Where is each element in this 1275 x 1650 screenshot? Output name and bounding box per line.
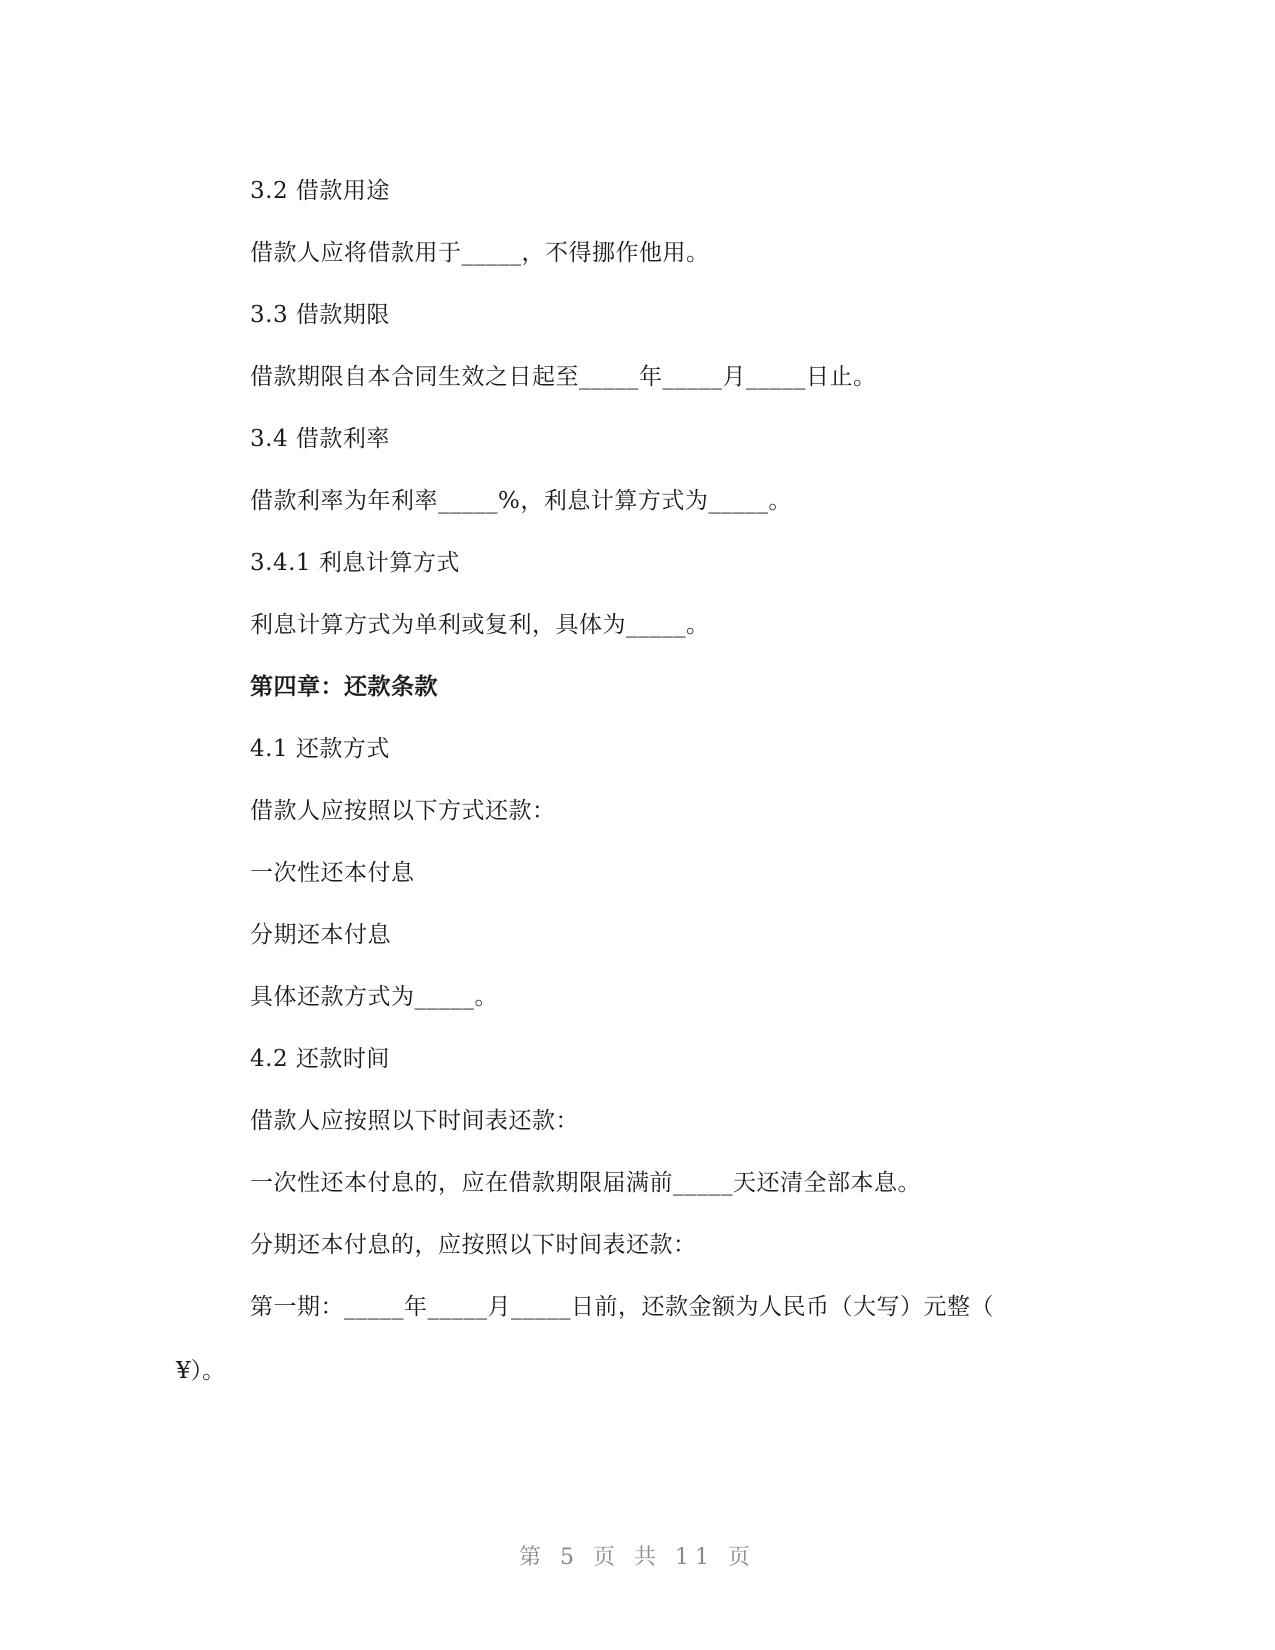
chapter-heading-4: 第四章：还款条款	[250, 674, 438, 700]
repayment-option-lump-sum: 一次性还本付息	[250, 860, 415, 886]
paragraph-loan-term: 借款期限自本合同生效之日起至_____年_____月_____日止。	[250, 364, 877, 390]
paragraph-repayment-intro: 借款人应按照以下方式还款：	[250, 798, 556, 824]
paragraph-first-installment-continuation: ¥）。	[176, 1358, 226, 1384]
section-heading-4-2: 4.2 还款时间	[250, 1046, 390, 1072]
paragraph-schedule-intro: 借款人应按照以下时间表还款：	[250, 1108, 579, 1134]
repayment-option-installment: 分期还本付息	[250, 922, 391, 948]
paragraph-interest-method: 利息计算方式为单利或复利，具体为_____。	[250, 612, 710, 638]
paragraph-first-installment: 第一期：_____年_____月_____日前，还款金额为人民币（大写）元整（	[250, 1294, 994, 1320]
section-heading-3-4: 3.4 借款利率	[250, 426, 390, 452]
page-footer: 第 5 页 共 11 页	[519, 1545, 756, 1570]
section-heading-4-1: 4.1 还款方式	[250, 736, 390, 762]
paragraph-installment-schedule: 分期还本付息的，应按照以下时间表还款：	[250, 1232, 697, 1258]
paragraph-repayment-specific: 具体还款方式为_____。	[250, 984, 498, 1010]
paragraph-loan-purpose: 借款人应将借款用于_____，不得挪作他用。	[250, 240, 710, 266]
section-heading-3-4-1: 3.4.1 利息计算方式	[250, 550, 460, 576]
paragraph-interest-rate: 借款利率为年利率_____%，利息计算方式为_____。	[250, 488, 792, 514]
section-heading-3-3: 3.3 借款期限	[250, 302, 390, 328]
section-heading-3-2: 3.2 借款用途	[250, 178, 390, 204]
paragraph-lump-sum-deadline: 一次性还本付息的，应在借款期限届满前_____天还清全部本息。	[250, 1170, 921, 1196]
